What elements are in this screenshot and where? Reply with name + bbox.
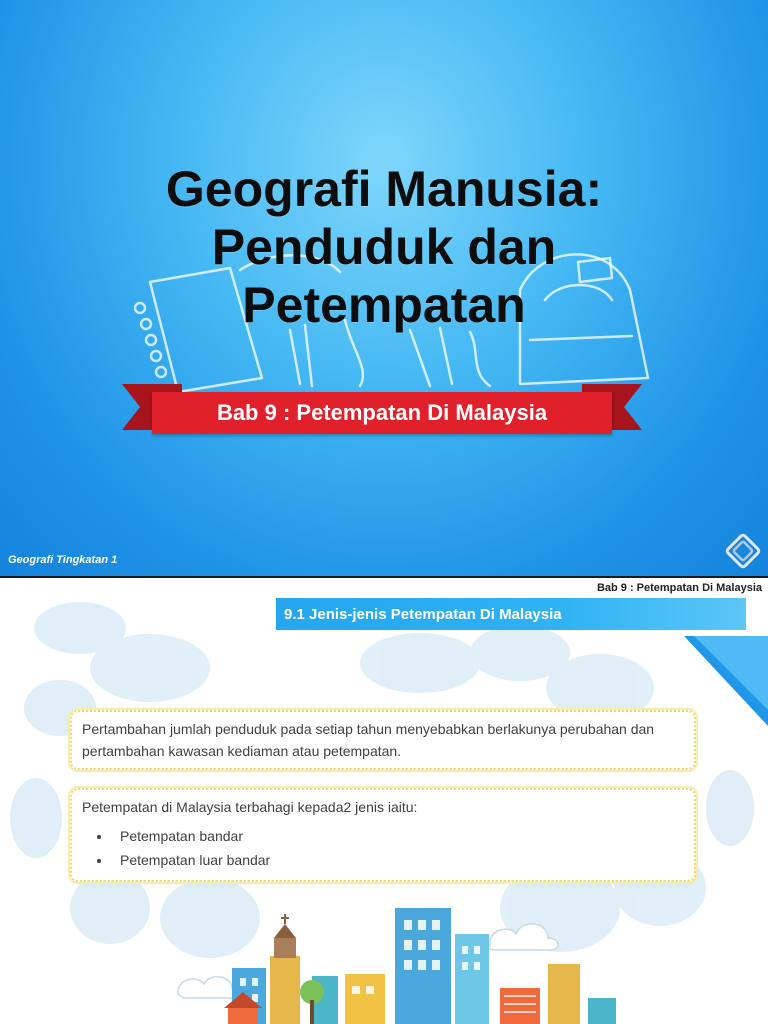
ribbon-label: Bab 9 : Petempatan Di Malaysia [152, 392, 612, 434]
publisher-logo-icon [724, 532, 762, 570]
chapter-label: Bab 9 : Petempatan Di Malaysia [596, 582, 762, 594]
slide-title [0, 160, 768, 334]
city-skyline-illustration [0, 578, 768, 1024]
settlement-intro: Petempatan di Malaysia terbahagi kepada2 jenis iaitu: [82, 799, 418, 815]
list-item-urban: • Petempatan bandar [112, 824, 684, 848]
title-line-3: Petempatan [242, 277, 526, 333]
info-text-population: Pertambahan jumlah penduduk pada setiap tahun menyebabkan berlakunya perubahan dan pertambahan kawasan kediaman atau petempatan. [82, 721, 655, 759]
title-line-1: Geografi Manusia: [165, 161, 603, 217]
list-item-rural: • Petempatan luar bandar [112, 848, 684, 872]
chapter-ribbon [122, 378, 642, 440]
content-slide [0, 578, 768, 1024]
title-line-2: Penduduk dan [211, 219, 557, 275]
section-title: 9.1 Jenis-jenis Petempatan Di Malaysia [284, 605, 562, 623]
course-footer: Geografi Tingkatan 1 [8, 554, 118, 566]
